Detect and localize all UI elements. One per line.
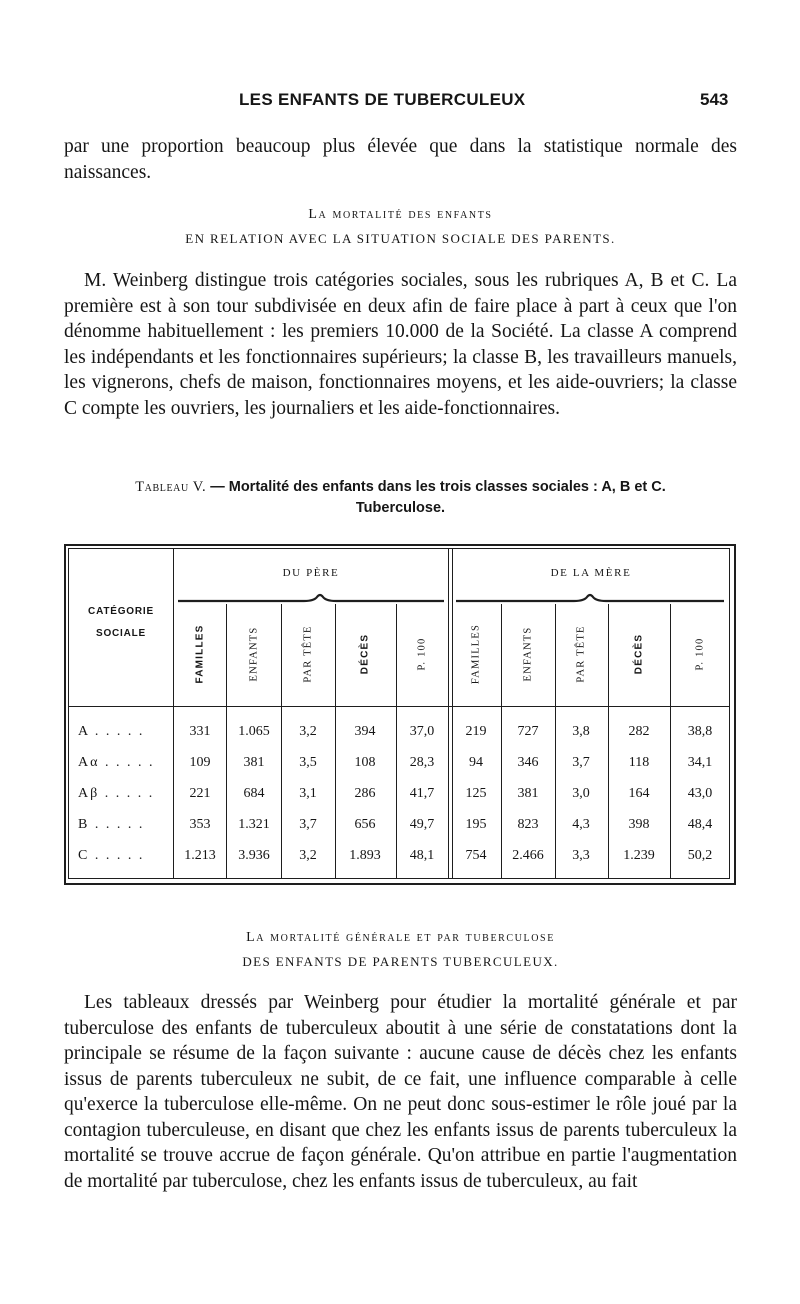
table-cell: 286 <box>354 786 376 801</box>
table-cell: 282 <box>628 724 650 739</box>
col-header-familles: FAMILLES <box>194 624 206 684</box>
table-cell: 1.213 <box>184 848 216 863</box>
table-cell: 2.466 <box>512 848 544 863</box>
table-caption <box>64 477 737 519</box>
table-cell: 1.065 <box>238 724 270 739</box>
table-cell: 398 <box>628 817 650 832</box>
col-header-p100: P. 100 <box>416 637 428 671</box>
table-cell: 94 <box>469 755 483 770</box>
table-cell: 43,0 <box>687 786 713 801</box>
table-cell: 195 <box>465 817 487 832</box>
table-cell: 823 <box>517 817 539 832</box>
table-caption-label: Tableau V. <box>135 479 207 495</box>
table-col-divider <box>335 604 336 878</box>
table-cell: 4,3 <box>572 817 590 832</box>
table-cell: 3,0 <box>572 786 590 801</box>
mother-brace <box>456 595 724 601</box>
table-cell: 118 <box>628 755 650 770</box>
mortality-table <box>64 544 736 885</box>
table-cell: 48,4 <box>687 817 713 832</box>
table-cell: 3,7 <box>299 817 317 832</box>
table-cell: 331 <box>189 724 211 739</box>
category-header <box>70 601 172 645</box>
table-cell: 656 <box>354 817 376 832</box>
running-head <box>0 90 800 114</box>
table-cell: 394 <box>354 724 376 739</box>
category-header-line1: CATÉGORIE <box>88 606 154 617</box>
table-cell: 3,5 <box>299 755 317 770</box>
table-cell: 754 <box>465 848 487 863</box>
table-col-divider <box>670 604 671 878</box>
table-caption-line2: Tuberculose. <box>355 500 446 516</box>
col-header-deces: DÉCÈS <box>359 633 371 675</box>
table-col-divider <box>608 604 609 878</box>
running-title: LES ENFANTS DE TUBERCULEUX <box>239 90 526 109</box>
table-cell: 3.936 <box>238 848 270 863</box>
col-header-enfants: ENFANTS <box>522 626 534 682</box>
table-cell: 1.893 <box>349 848 381 863</box>
table-cell: 219 <box>465 724 487 739</box>
table-cell: 38,8 <box>687 724 713 739</box>
table-cell: 381 <box>243 755 265 770</box>
table-cell: 1.321 <box>238 817 270 832</box>
table-cell: 353 <box>189 817 211 832</box>
table-cell: 28,3 <box>409 755 435 770</box>
table-caption-text: — Mortalité des enfants dans les trois classes sociales : A, B et C. <box>210 479 666 495</box>
table-cell: 3,2 <box>299 724 317 739</box>
col-header-par-tete: PAR TÊTE <box>575 625 587 683</box>
section-heading-general <box>64 926 737 974</box>
table-cell: 3,8 <box>572 724 590 739</box>
table-cell: 381 <box>517 786 539 801</box>
table-col-divider <box>555 604 556 878</box>
table-col-divider <box>226 604 227 878</box>
table-cell: 1.239 <box>623 848 655 863</box>
page-number: 543 <box>700 90 729 109</box>
col-header-enfants: ENFANTS <box>248 626 260 682</box>
table-col-divider <box>501 604 502 878</box>
col-header-par-tete: PAR TÊTE <box>302 625 314 683</box>
final-paragraph: Les tableaux dressés par Weinberg pour étudier la mortalité générale et par tuberculose des enfants de tuberculeux aboutit à une série de constatations dont la principale se résume de la façon suivante : aucune cause de décès chez les enfants issus de parents tuberculeux ne subit, de ce fait, une influence comparable à celle qu'exerce la tuberculose elle-même. On ne peut donc sous-estimer le rôle joué par la contagion tuberculeuse, en disant que chez les enfants issus de parents tuberculeux la mortalité se trouve accrue de façon générale. Qu'on attribue en partie l'augmentation de mortalité par tuberculose, chez les enfants issus de tuberculeux, au fait <box>64 992 737 1192</box>
table-cell: 37,0 <box>409 724 435 739</box>
row-label: Aβ . . . . . <box>78 786 155 801</box>
intro-paragraph: par une proportion beaucoup plus élevée que dans la statistique normale des naissances. <box>64 136 737 183</box>
table-cell: 49,7 <box>409 817 435 832</box>
table-cell: 3,2 <box>299 848 317 863</box>
category-header-line2: SOCIALE <box>95 628 147 639</box>
father-brace <box>178 595 444 601</box>
row-label: C . . . . . <box>78 848 145 863</box>
table-cell: 3,1 <box>299 786 317 801</box>
row-label: B . . . . . <box>78 817 145 832</box>
table-cell: 346 <box>517 755 539 770</box>
section-heading-line1: La mortalité des enfants <box>308 207 493 222</box>
section-heading-line1: La mortalité générale et par tuberculose <box>246 930 555 945</box>
table-col-divider <box>396 604 397 878</box>
section-heading-line2: DES ENFANTS DE PARENTS TUBERCULEUX. <box>242 954 559 969</box>
table-cell: 41,7 <box>409 786 435 801</box>
table-cell: 34,1 <box>687 755 713 770</box>
table-cell: 684 <box>243 786 265 801</box>
table-cell: 50,2 <box>687 848 713 863</box>
father-group-header: DU PÈRE <box>282 567 340 579</box>
table-cell: 727 <box>517 724 539 739</box>
section-heading-line2: EN RELATION AVEC LA SITUATION SOCIALE DES PARENTS. <box>185 231 616 246</box>
table-cell: 109 <box>189 755 211 770</box>
col-header-p100: P. 100 <box>694 637 706 671</box>
section-heading-social <box>64 203 737 251</box>
table-cell: 3,3 <box>572 848 590 863</box>
mother-group-header: DE LA MÈRE <box>550 567 632 579</box>
weinberg-paragraph: M. Weinberg distingue trois catégories sociales, sous les rubriques A, B et C. La première est à son tour subdivisée en deux afin de faire place à part à ceux que l'on dénomme habituellement : les premiers 10.000 de la Société. La classe A comprend les indépendants et les fonctionnaires supérieurs; la classe B, les travailleurs manuels, les vignerons, chefs de maison, fonctionnaires moyens, et les aide-ouvriers; la classe C compte les ouvriers, les journaliers et les aide-fonctionnaires. <box>64 270 737 419</box>
table-cell: 164 <box>628 786 650 801</box>
table-cell: 48,1 <box>409 848 435 863</box>
table-header-rule <box>69 706 729 707</box>
col-header-deces: DÉCÈS <box>633 633 645 675</box>
row-label: A . . . . . <box>78 724 145 739</box>
col-header-familles: FAMILLES <box>470 623 482 685</box>
table-cell: 108 <box>354 755 376 770</box>
table-col-divider <box>281 604 282 878</box>
row-label: Aα . . . . . <box>78 755 155 770</box>
table-cell: 125 <box>465 786 487 801</box>
table-cell: 221 <box>189 786 211 801</box>
table-cell: 3,7 <box>572 755 590 770</box>
